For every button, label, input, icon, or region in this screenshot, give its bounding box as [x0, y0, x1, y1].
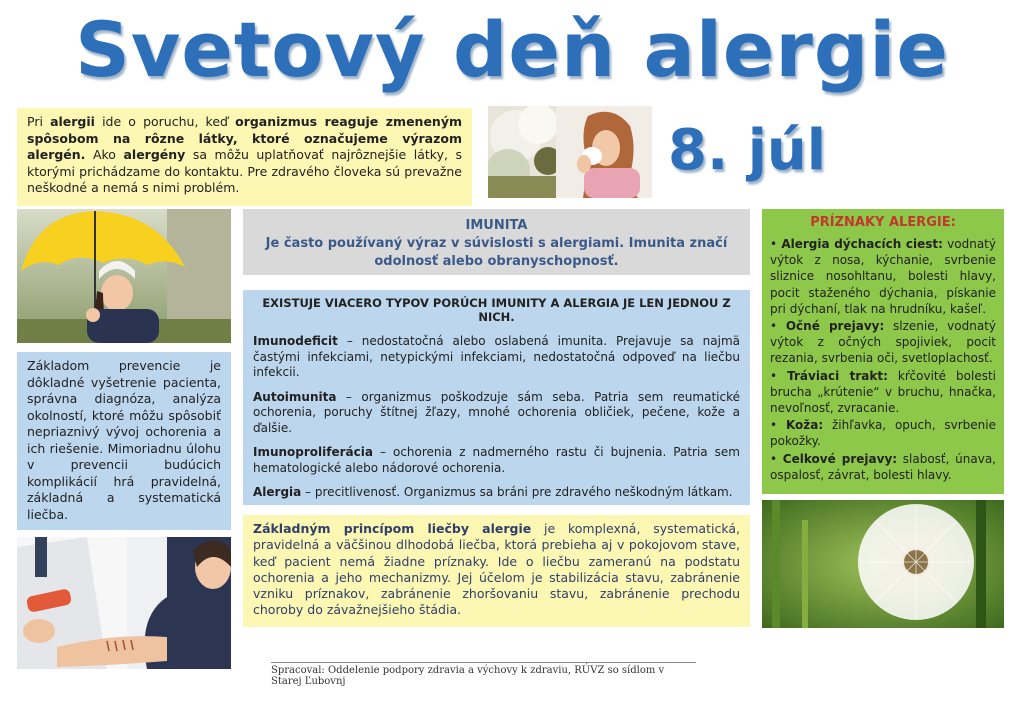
symptom-term: Koža:	[785, 418, 824, 433]
symptom-term: Očné prejavy:	[785, 319, 885, 334]
footer-credit: Spracoval: Oddelenie podpory zdravia a výchovy k zdraviu, RÚVZ so sídlom v Starej Ľubovnj	[271, 662, 696, 687]
symptom-item: • Alergia dýchacích ciest: vodnatý výtok z nosa, kýchanie, svrbenie sliznice nosohltanu, bolesti hlavy, pocit staženého dýchania, pískanie pri dýchaní, tlak na hrudníku, kašeľ.	[770, 237, 996, 316]
intro-run: Ako	[85, 147, 124, 162]
symptom-text: kŕčovité bolesti brucha „krútenie“ v bruchu, hnačka, nevoľnosť, zvracanie.	[770, 368, 996, 416]
immunity-text: Je často používaný výraz v súvislosti s alergiami. Imunita značí odolnosť alebo obranyschopnosť.	[265, 236, 728, 269]
symptom-item: • Tráviaci trakt: kŕčovité bolesti brucha „krútenie“ v bruchu, hnačka, nevoľnosť, zvracanie.	[770, 368, 996, 416]
disorder-text: – organizmus poškodzuje sám seba. Patria sem reumatické ochorenia, poruchy štítnej žľazy, mnohé ochorenia obličiek, pečene, kože a ďalšie.	[253, 389, 740, 435]
disorder-item	[253, 334, 740, 381]
prevention-box	[17, 352, 231, 530]
prevention-text: Základom prevencie je dôkladné vyšetrenie pacienta, správna diagnóza, analýza okolností, ktoré môžu spôsobiť nepriaznivý vývoj ochorenia a ich riešenie. Mimoriadnu úlohu v prevencii budúcich komplikácií hrá pravidelná, základná a systematická liečba.	[27, 358, 221, 522]
symptom-item: • Celkové prejavy: slabosť, únava, ospalosť, závrat, bolesti hlavy.	[770, 451, 996, 482]
sneezing-woman-photo	[488, 106, 652, 198]
treatment-body: je komplexná, systematická, pravidelná a väčšinou dlhodobá liečba, ktorá prebieha aj v pokojovom stave, keď pacient nemá žiadne príznaky. Ide o liečbu zameranú na podstatu ochorenia a jeho mechanizmy. Jej účelom je stabilizácia stavu, zabránenie vzniku príznakov, zabránenie zhoršovaniu stavu, zabránenie prechodu choroby do závažnejšieho štádia.	[253, 521, 740, 618]
disorder-item	[253, 485, 740, 501]
symptom-term: Alergia dýchacích ciest:	[781, 237, 943, 251]
symptom-term: Celkové prejavy:	[782, 451, 898, 466]
intro-box	[17, 108, 472, 206]
allergy-test-photo	[17, 537, 231, 669]
immunity-heading: IMUNITA	[465, 218, 528, 233]
symptom-item: • Koža: žihľavka, opuch, svrbenie pokožky.	[770, 418, 996, 449]
intro-emphasis: alergii	[50, 114, 95, 129]
treatment-lead: Základným princípom liečby alergie	[253, 521, 532, 536]
symptom-item: • Očné prejavy: slzenie, vodnatý výtok z očných spojiviek, pocit rezania, svrbenia oči, svetloplachosť.	[770, 319, 996, 366]
disorder-term: Imunodeficit	[253, 334, 338, 348]
intro-emphasis: alergény	[123, 147, 186, 162]
treatment-text	[253, 521, 740, 619]
treatment-box	[243, 515, 750, 627]
disorder-term: Autoimunita	[253, 389, 337, 404]
disorder-term: Imunoproliferácia	[253, 445, 373, 459]
date-heading: 8. júl	[668, 118, 826, 183]
immune-disorders-box	[243, 290, 750, 505]
disorder-term: Alergia	[253, 485, 302, 499]
disorder-text: – ochorenia z nadmerného rastu či bujnenia. Patria sem hematologické alebo nádorové ochorenia.	[253, 445, 740, 475]
symptom-text: slabosť, únava, ospalosť, závrat, bolesti hlavy.	[770, 451, 996, 482]
symptom-text: slzenie, vodnatý výtok z očných spojiviek, pocit rezania, svrbenia oči, svetloplachosť.	[770, 319, 996, 366]
disorder-item	[253, 390, 740, 437]
umbrella-girl-photo	[17, 209, 231, 343]
intro-text	[27, 114, 462, 197]
symptom-text: vodnatý výtok z nosa, kýchanie, svrbenie sliznice nosohltanu, bolesti hlavy, pocit staženého dýchania, pískanie pri dýchaní, tlak na hrudníku, kašeľ.	[770, 237, 996, 316]
intro-emphasis: organizmus reaguje zmeneným spôsobom na rôzne látky, ktoré označujeme výrazom alergén.	[27, 114, 462, 162]
immune-disorders-heading: EXISTUJE VIACERO TYPOV PORÚCH IMUNITY A ALERGIA JE LEN JEDNOU Z NICH.	[262, 296, 731, 324]
page-title: Svetový deň alergie	[75, 5, 949, 94]
dandelion-photo	[762, 500, 1004, 628]
symptoms-box	[762, 209, 1004, 494]
intro-run: ide o poruchu, keď	[94, 114, 236, 129]
symptoms-heading: PRÍZNAKY ALERGIE:	[810, 215, 956, 230]
intro-run: sa môžu uplatňovať najrôznejšie látky, s ktorými prichádzame do kontaktu. Pre zdravého človeka sú prevažne neškodné a nemá s nimi problém.	[27, 147, 462, 195]
disorder-text: – precitlivenosť. Organizmus sa bráni pre zdravého neškodným látkam.	[301, 485, 733, 499]
immunity-box	[243, 209, 750, 275]
symptom-text: žihľavka, opuch, svrbenie pokožky.	[770, 418, 996, 449]
intro-run: Pri	[27, 114, 51, 129]
symptom-term: Tráviaci trakt:	[787, 368, 888, 383]
disorder-item	[253, 445, 740, 476]
disorder-text: – nedostatočná alebo oslabená imunita. Prejavuje sa najmä častými infekciami, netypickými infekciami, nedostatočná odpoveď na liečbu infekcii.	[253, 334, 740, 379]
